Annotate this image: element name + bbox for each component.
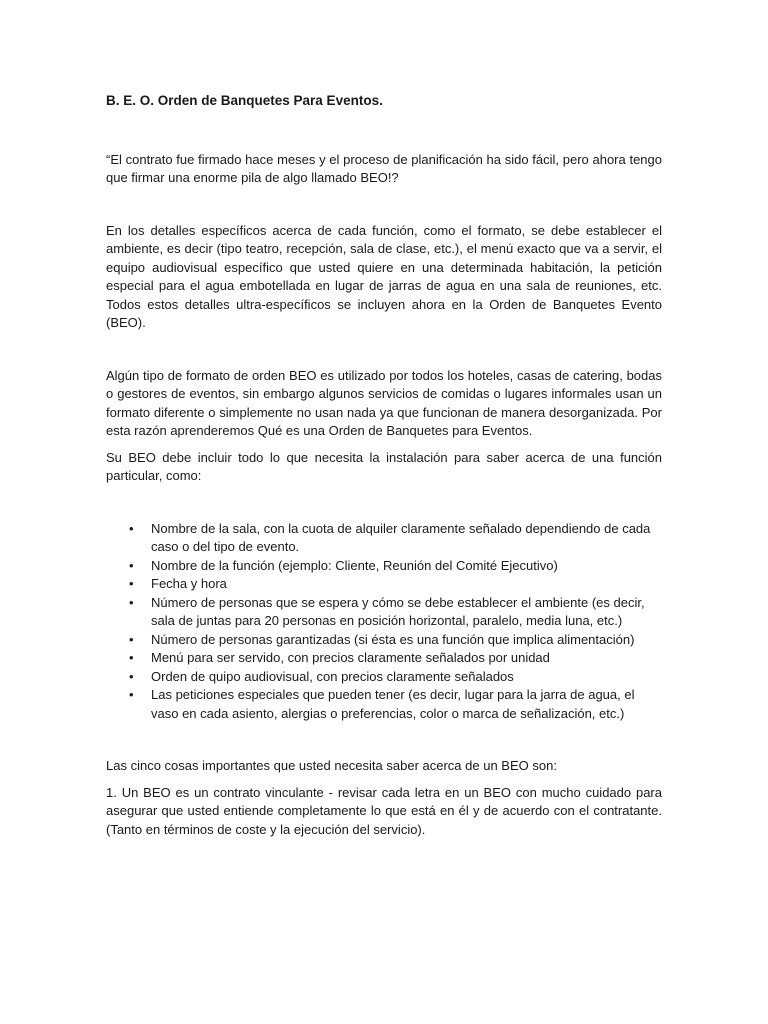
- list-item-text: Las peticiones especiales que pueden tener (es decir, lugar para la jarra de agua, el vaso en cada asiento, alergias o preferencias, color o marca de señalización, etc.): [151, 687, 635, 721]
- spacer: [106, 441, 662, 449]
- bullet-icon: •: [129, 520, 134, 536]
- paragraph-details: En los detalles específicos acerca de cada función, como el formato, se debe establecer el ambiente, es decir (tipo teatro, recepción, sala de clase, etc.), el menú exacto que va a servir, el equipo audiovisual específico que usted quiere en una determinada habitación, la petición especial para el agua embotellada en lugar de jarras de agua en una sala de reuniones, etc. Todos estos detalles ultra-específicos se incluyen ahora en la Orden de Banquetes Evento (BEO).: [106, 222, 662, 330]
- list-item: [106, 575, 662, 594]
- list-item: [106, 520, 662, 557]
- paragraph-point-one: 1. Un BEO es un contrato vinculante - revisar cada letra en un BEO con mucho cuidado para asegurar que usted entiende completamente lo que está en él y de acuerdo con el contratante. (Tanto en términos de coste y la ejecución del servicio).: [106, 784, 662, 837]
- spacer: [106, 188, 662, 222]
- paragraph-formats: Algún tipo de formato de orden BEO es utilizado por todos los hoteles, casas de catering, bodas o gestores de eventos, sin embargo algunos servicios de comidas o lugares informales usan un formato diferente o simplemente no usan nada ya que funcionan de manera desorganizada. Por esta razón aprenderemos Qué es una Orden de Banquetes para Eventos.: [106, 367, 662, 438]
- list-item-text: Nombre de la sala, con la cuota de alquiler claramente señalado dependiendo de cada caso o del tipo de evento.: [151, 520, 651, 554]
- list-item: [106, 557, 662, 576]
- paragraph-five-things: Las cinco cosas importantes que usted necesita saber acerca de un BEO son:: [106, 758, 557, 773]
- list-item-text: Número de personas garantizadas (si ésta es una función que implica alimentación): [151, 631, 635, 647]
- list-item-text: Fecha y hora: [151, 576, 227, 591]
- bullet-icon: •: [129, 687, 134, 702]
- list-item: [106, 686, 662, 723]
- list-item: [106, 631, 662, 650]
- list-item: [106, 649, 662, 668]
- document-body: [106, 92, 662, 839]
- bullet-icon: •: [129, 650, 134, 665]
- bullet-icon: •: [129, 594, 134, 610]
- quote-paragraph: “El contrato fue firmado hace meses y el proceso de planificación ha sido fácil, pero ahora tengo que firmar una enorme pila de algo llamado BEO!?: [106, 151, 662, 185]
- spacer: [106, 333, 662, 367]
- list-item-text: Menú para ser servido, con precios claramente señalados por unidad: [151, 650, 550, 665]
- paragraph-beo-include: Su BEO debe incluir todo lo que necesita la instalación para saber acerca de una función particular, como:: [106, 449, 662, 483]
- bullet-icon: •: [129, 668, 134, 684]
- bullet-icon: •: [129, 631, 134, 647]
- list-item-text: Orden de quipo audiovisual, con precios claramente señalados: [151, 668, 514, 684]
- list-item-text: Número de personas que se espera y cómo se debe establecer el ambiente (es decir, sala de juntas para 20 personas en posición horizontal, paralelo, media luna, etc.): [151, 594, 645, 628]
- requirements-list: [106, 520, 662, 724]
- bullet-icon: •: [129, 576, 134, 591]
- list-item: [106, 668, 662, 687]
- spacer: [106, 486, 662, 520]
- bullet-icon: •: [129, 557, 134, 573]
- spacer: [106, 723, 662, 757]
- list-item: [106, 594, 662, 631]
- spacer: [106, 776, 662, 784]
- document-title: B. E. O. Orden de Banquetes Para Eventos.: [106, 93, 383, 108]
- list-item-text: Nombre de la función (ejemplo: Cliente, Reunión del Comité Ejecutivo): [151, 557, 558, 573]
